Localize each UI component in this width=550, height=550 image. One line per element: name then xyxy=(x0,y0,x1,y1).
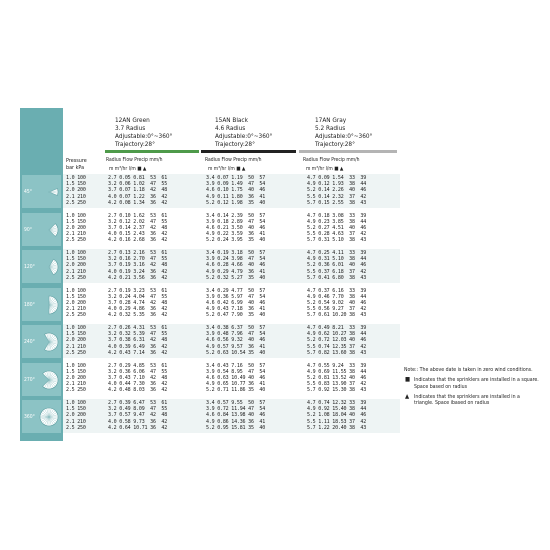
table-row: 2.7 0.29 4.85 53 61 xyxy=(108,362,168,369)
arc-120-icon xyxy=(38,256,60,278)
table-row: 3.7 0.38 6.31 42 48 xyxy=(108,337,168,344)
table-row: 4.0 0.29 4.86 36 42 xyxy=(108,306,168,313)
table-row: 5.5 1.11 18.53 37 42 xyxy=(307,418,367,425)
data-block xyxy=(206,400,265,431)
table-row: 5.5 0.14 2.32 37 42 xyxy=(307,193,367,200)
pressure-row: 2.1 210 xyxy=(66,381,86,388)
table-row: 4.9 0.43 7.18 36 41 xyxy=(206,306,266,313)
table-row: 5.7 0.92 15.30 38 43 xyxy=(307,387,367,394)
table-row: 4.0 0.19 3.24 36 42 xyxy=(108,268,168,275)
subheader-labels-1: Radius Flow Precip mm/h xyxy=(106,157,163,163)
angle-label: 120° xyxy=(24,264,35,270)
table-row: 2.7 0.26 4.31 53 61 xyxy=(108,325,168,331)
angle-label: 180° xyxy=(24,301,35,308)
table-row: 5.7 0.61 10.20 38 43 xyxy=(307,312,367,319)
pressure-row: 2.5 250 xyxy=(66,199,86,206)
table-row: 4.0 0.39 6.49 36 42 xyxy=(108,343,168,350)
table-row: 3.4 0.14 2.39 50 57 xyxy=(206,212,266,219)
table-row: 4.9 0.92 15.40 38 44 xyxy=(307,406,367,413)
data-block xyxy=(206,363,265,394)
pressure-row: 1.5 150 xyxy=(66,256,86,263)
data-block xyxy=(108,400,167,431)
table-row: 5.5 0.28 4.63 37 42 xyxy=(307,231,367,238)
table-row: 5.5 0.83 13.90 37 42 xyxy=(307,381,367,388)
table-row: 4.7 0.74 12.32 33 39 xyxy=(307,400,367,406)
nozzle-name: 17AN Gray xyxy=(315,116,347,124)
angle-label: 270° xyxy=(24,376,35,383)
table-row: 5.5 0.37 6.18 37 42 xyxy=(307,268,367,275)
table-row: 4.2 0.08 1.34 36 42 xyxy=(108,199,168,206)
pressure-row: 1.0 100 xyxy=(66,325,86,331)
nozzle-radius: 3.7 Radius xyxy=(115,124,146,132)
data-block xyxy=(206,288,265,319)
subheader-labels-2: Radius Flow Precip mm/h xyxy=(205,157,262,163)
table-row: 3.4 0.07 1.19 50 57 xyxy=(206,175,266,181)
table-row: 3.4 0.57 9.55 50 57 xyxy=(206,400,266,406)
nozzle-adjustable: Adjustable:0°~360° xyxy=(115,132,173,140)
table-row: 3.7 0.43 7.10 42 48 xyxy=(108,374,168,381)
data-block xyxy=(108,250,167,281)
table-row: 5.5 0.56 9.27 37 42 xyxy=(307,306,367,313)
table-row: 3.9 0.48 7.96 47 54 xyxy=(206,331,266,338)
square-marker-icon: ■ xyxy=(405,376,411,384)
data-block xyxy=(108,175,167,206)
table-row: 5.2 0.72 12.03 40 46 xyxy=(307,337,367,344)
nozzle-trajectory: Trajectory:28° xyxy=(315,140,355,148)
table-row: 3.2 0.16 2.70 47 55 xyxy=(108,256,168,263)
note-triangle xyxy=(404,394,540,407)
table-row: 5.2 0.12 1.98 35 40 xyxy=(206,199,266,206)
table-row: 3.7 0.19 3.16 42 48 xyxy=(108,262,168,269)
color-bar-gray xyxy=(299,150,397,153)
table-row: 3.9 0.24 3.98 47 54 xyxy=(206,256,266,263)
angle-label: 90° xyxy=(24,226,32,233)
table-row: 4.9 0.23 3.85 38 44 xyxy=(307,218,367,225)
table-row: 4.2 0.64 10.71 36 42 xyxy=(108,424,168,431)
table-row: 3.9 0.54 8.95 47 54 xyxy=(206,368,266,375)
table-row: 4.0 0.15 2.43 36 42 xyxy=(108,231,168,238)
table-row: 4.7 0.55 9.24 33 39 xyxy=(307,362,367,369)
pressure-header xyxy=(66,158,87,172)
table-row: 5.2 0.47 7.90 35 40 xyxy=(206,312,266,319)
data-block xyxy=(108,363,167,394)
subheader-units-2: m m³/hr l/m ■ ▲ xyxy=(208,166,246,172)
table-row: 3.9 0.36 5.97 47 54 xyxy=(206,293,266,300)
table-row: 4.7 0.25 4.11 33 39 xyxy=(307,250,367,256)
pressure-row: 2.5 250 xyxy=(66,424,86,431)
table-row: 2.7 0.10 1.62 53 61 xyxy=(108,212,168,219)
pressure-values xyxy=(66,363,86,394)
pressure-header-units: bar kPa xyxy=(66,165,85,171)
pressure-row: 2.5 250 xyxy=(66,349,86,356)
table-row: 3.2 0.32 5.39 47 55 xyxy=(108,331,168,338)
table-row: 3.7 0.28 4.74 42 48 xyxy=(108,299,168,306)
table-row: 4.9 0.11 1.80 36 41 xyxy=(206,193,266,200)
table-row: 4.2 0.21 3.56 36 42 xyxy=(108,274,168,281)
pressure-row: 1.5 150 xyxy=(66,181,86,188)
nozzle-header-12an xyxy=(115,116,172,148)
table-row: 4.6 0.28 4.66 40 46 xyxy=(206,262,266,269)
nozzle-header-15an xyxy=(215,116,272,148)
pressure-row: 2.0 200 xyxy=(66,337,86,344)
table-row: 3.9 0.72 11.94 47 54 xyxy=(206,406,266,413)
table-row: 3.4 0.19 3.18 50 57 xyxy=(206,250,266,256)
table-row: 4.9 0.86 14.36 36 41 xyxy=(206,418,266,425)
table-row: 5.7 0.15 2.55 38 43 xyxy=(307,199,367,206)
pressure-row: 2.1 210 xyxy=(66,343,86,350)
data-block xyxy=(108,213,167,244)
data-block xyxy=(206,325,265,356)
table-row: 5.2 0.54 9.02 40 46 xyxy=(307,299,367,306)
nozzle-trajectory: Trajectory:28° xyxy=(215,140,255,148)
table-row: 4.9 0.12 1.93 38 44 xyxy=(307,181,367,188)
angle-label: 45° xyxy=(24,189,32,195)
nozzle-radius: 5.2 Radius xyxy=(315,124,346,132)
pressure-row: 1.0 100 xyxy=(66,250,86,256)
color-bar-black xyxy=(201,150,296,153)
table-row: 2.7 0.05 0.81 53 61 xyxy=(108,175,168,181)
table-row: 3.2 0.06 1.02 47 55 xyxy=(108,181,168,188)
note-main: Note:: The above date is taken in zero wind conditions. xyxy=(404,367,533,373)
table-row: 5.7 0.82 13.60 38 43 xyxy=(307,349,367,356)
table-row: 5.2 0.71 11.86 35 40 xyxy=(206,387,266,394)
pressure-row: 2.1 210 xyxy=(66,193,86,200)
table-row: 5.7 1.22 20.40 38 43 xyxy=(307,424,367,431)
table-row: 3.9 0.09 1.49 47 54 xyxy=(206,181,266,188)
pressure-row: 2.5 250 xyxy=(66,274,86,281)
pressure-row: 2.5 250 xyxy=(66,237,86,244)
nozzle-trajectory: Trajectory:28° xyxy=(115,140,155,148)
pressure-header-title: Pressure xyxy=(66,158,87,164)
table-row: 5.5 0.74 12.35 37 42 xyxy=(307,343,367,350)
table-row: 4.6 0.56 9.32 40 46 xyxy=(206,337,266,344)
note-square xyxy=(404,377,540,390)
nozzle-adjustable: Adjustable:0°~360° xyxy=(315,132,373,140)
table-row: 4.7 0.49 8.21 33 39 xyxy=(307,325,367,331)
pressure-values xyxy=(66,325,86,356)
nozzle-adjustable: Adjustable:0°~360° xyxy=(215,132,273,140)
table-row: 4.2 0.16 2.68 36 42 xyxy=(108,237,168,244)
table-row: 4.9 0.29 4.79 36 41 xyxy=(206,268,266,275)
color-bar-green xyxy=(105,150,199,153)
pressure-row: 1.5 150 xyxy=(66,368,86,375)
table-row: 5.2 0.27 4.51 40 46 xyxy=(307,224,367,231)
triangle-marker-icon: ▲ xyxy=(405,392,410,400)
table-row: 5.7 0.41 6.80 38 43 xyxy=(307,274,367,281)
table-row: 2.7 0.13 2.16 53 61 xyxy=(108,250,168,256)
data-block xyxy=(307,250,366,281)
arc-90-icon xyxy=(38,219,60,241)
data-block xyxy=(307,363,366,394)
table-row: 4.6 0.63 10.49 40 46 xyxy=(206,374,266,381)
table-row: 5.2 0.81 13.52 40 46 xyxy=(307,374,367,381)
arc-240-icon xyxy=(38,331,60,353)
data-block xyxy=(206,175,265,206)
arc-180-icon xyxy=(38,294,60,316)
pressure-values xyxy=(66,288,86,319)
pressure-row: 1.0 100 xyxy=(66,400,86,406)
table-row: 3.7 0.14 2.37 42 48 xyxy=(108,224,168,231)
pressure-row: 2.1 210 xyxy=(66,268,86,275)
table-row: 3.2 0.24 4.04 47 55 xyxy=(108,293,168,300)
table-row: 4.9 0.46 7.70 38 44 xyxy=(307,293,367,300)
subheader-units-1: m m³/hr l/m ■ ▲ xyxy=(109,166,147,172)
nozzle-name: 15AN Black xyxy=(215,116,248,124)
table-row: 3.2 0.49 8.09 47 55 xyxy=(108,406,168,413)
data-block xyxy=(307,288,366,319)
nozzle-name: 12AN Green xyxy=(115,116,150,124)
table-row: 4.2 0.32 5.35 36 42 xyxy=(108,312,168,319)
pressure-row: 2.1 210 xyxy=(66,231,86,238)
table-row: 5.2 0.95 15.81 35 40 xyxy=(206,424,266,431)
table-row: 5.2 1.08 18.04 40 46 xyxy=(307,412,367,419)
table-row: 4.9 0.62 10.27 38 44 xyxy=(307,331,367,338)
table-row: 4.6 0.84 13.98 40 46 xyxy=(206,412,266,419)
note-triangle-text: Indicates that the sprinklers are installed in a triangle. Space ibased on radius xyxy=(414,393,520,407)
table-row: 4.9 0.65 10.77 36 41 xyxy=(206,381,266,388)
notes xyxy=(404,367,540,406)
pressure-row: 2.5 250 xyxy=(66,387,86,394)
pressure-values xyxy=(66,400,86,431)
pressure-row: 1.5 150 xyxy=(66,218,86,225)
data-block xyxy=(307,400,366,431)
arc-270-icon xyxy=(38,369,60,391)
pressure-row: 1.0 100 xyxy=(66,287,86,294)
table-row: 5.2 0.24 3.95 35 40 xyxy=(206,237,266,244)
table-row: 4.7 0.18 3.08 33 39 xyxy=(307,212,367,219)
table-row: 3.4 0.38 6.37 50 57 xyxy=(206,325,266,331)
table-row: 3.4 0.43 7.16 50 57 xyxy=(206,362,266,369)
table-row: 4.9 0.69 11.55 38 44 xyxy=(307,368,367,375)
pressure-row: 2.0 200 xyxy=(66,187,86,194)
table-row: 4.0 0.44 7.30 36 42 xyxy=(108,381,168,388)
pressure-row: 1.0 100 xyxy=(66,362,86,369)
data-block xyxy=(206,213,265,244)
table-row: 4.2 0.48 8.03 36 42 xyxy=(108,387,168,394)
pressure-row: 2.0 200 xyxy=(66,224,86,231)
nozzle-header-17an xyxy=(315,116,372,148)
data-block xyxy=(206,250,265,281)
subheader-units-3: m m³/hr l/m ■ ▲ xyxy=(306,166,344,172)
table-row: 5.2 0.36 6.01 40 46 xyxy=(307,262,367,269)
table-row: 3.2 0.36 6.06 47 55 xyxy=(108,368,168,375)
table-row: 5.7 0.31 5.10 38 43 xyxy=(307,237,367,244)
table-row: 4.0 0.58 9.73 36 42 xyxy=(108,418,168,425)
pressure-row: 1.5 150 xyxy=(66,406,86,413)
pressure-row: 1.0 100 xyxy=(66,212,86,219)
table-row: 4.7 0.37 6.16 33 39 xyxy=(307,287,367,294)
table-row: 4.7 0.09 1.54 33 39 xyxy=(307,175,367,181)
data-block xyxy=(307,175,366,206)
pressure-values xyxy=(66,250,86,281)
pressure-row: 2.0 200 xyxy=(66,412,86,419)
table-row: 3.7 0.07 1.18 42 48 xyxy=(108,187,168,194)
pressure-row: 2.5 250 xyxy=(66,312,86,319)
pressure-row: 1.5 150 xyxy=(66,293,86,300)
data-block xyxy=(108,288,167,319)
pressure-row: 1.0 100 xyxy=(66,175,86,181)
angle-label: 240° xyxy=(24,339,35,345)
table-row: 3.7 0.57 9.47 42 48 xyxy=(108,412,168,419)
note-square-text: Indicates that the sprinklers are installed in a square. Space based on radius xyxy=(414,377,539,390)
arc-45-icon xyxy=(38,181,60,203)
arc-360-icon xyxy=(38,406,60,428)
table-row: 4.9 0.31 5.10 38 44 xyxy=(307,256,367,263)
table-row: 3.2 0.12 2.02 47 55 xyxy=(108,218,168,225)
pressure-row: 2.0 200 xyxy=(66,262,86,269)
table-row: 4.9 0.57 9.57 36 41 xyxy=(206,343,266,350)
table-row: 4.9 0.22 3.59 36 41 xyxy=(206,231,266,238)
angle-label: 360° xyxy=(24,414,35,420)
nozzle-radius: 4.6 Radius xyxy=(215,124,246,132)
table-row: 2.7 0.19 3.23 53 61 xyxy=(108,287,168,294)
table-row: 3.9 0.18 2.89 47 54 xyxy=(206,218,266,225)
data-block xyxy=(108,325,167,356)
table-row: 3.4 0.29 4.77 50 57 xyxy=(206,287,266,294)
table-row: 4.6 0.10 1.75 40 46 xyxy=(206,187,266,194)
pressure-values xyxy=(66,175,86,206)
table-row: 5.2 0.14 2.26 40 46 xyxy=(307,187,367,194)
table-row: 4.2 0.43 7.14 36 42 xyxy=(108,349,168,356)
table-row: 2.7 0.39 6.47 53 61 xyxy=(108,400,168,406)
table-row: 4.6 0.42 6.99 40 46 xyxy=(206,299,266,306)
pressure-row: 2.0 200 xyxy=(66,299,86,306)
data-block xyxy=(307,325,366,356)
table-row: 5.2 0.63 10.54 35 40 xyxy=(206,349,266,356)
pressure-row: 1.5 150 xyxy=(66,331,86,338)
pressure-row: 2.1 210 xyxy=(66,418,86,425)
table-row: 4.6 0.21 3.50 40 46 xyxy=(206,224,266,231)
table-row: 4.0 0.07 1.22 36 42 xyxy=(108,193,168,200)
pressure-row: 2.1 210 xyxy=(66,306,86,313)
subheader-labels-3: Radius Flow Precip mm/h xyxy=(303,157,360,163)
pressure-row: 2.0 200 xyxy=(66,374,86,381)
table-row: 5.2 0.32 5.27 35 40 xyxy=(206,274,266,281)
pressure-values xyxy=(66,213,86,244)
data-block xyxy=(307,213,366,244)
